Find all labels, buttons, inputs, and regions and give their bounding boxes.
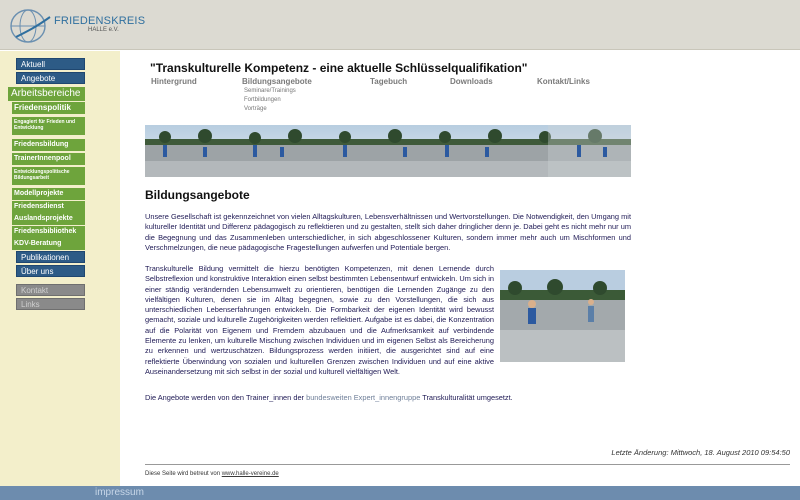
nav-section-arbeitsbereiche[interactable]: Arbeitsbereiche [8, 87, 85, 101]
subitem-fortbildungen[interactable]: Fortbildungen [244, 97, 281, 103]
nav-item-kontakt[interactable]: Kontakt [16, 284, 85, 296]
nav-item-links[interactable]: Links [16, 298, 85, 310]
nav-item-trainerinnenpool[interactable]: TrainerInnenpool [12, 153, 85, 165]
globe-dove-icon [6, 7, 52, 45]
tab-bildungsangebote[interactable]: Bildungsangebote [242, 77, 312, 86]
tab-downloads[interactable]: Downloads [450, 77, 493, 86]
nav-item-aktuell[interactable]: Aktuell [16, 58, 85, 70]
nav-item-friedensbildung[interactable]: Friedensbildung [12, 139, 85, 151]
closing-text-a: Die Angebote werden von den Trainer_innen der [145, 393, 307, 402]
nav-item-ueber-uns[interactable]: Über uns [16, 265, 85, 277]
page-title: "Transkulturelle Kompetenz - eine aktuelle Schlüsselqualifikation" [150, 61, 528, 75]
friedenskreis-logo[interactable] [6, 7, 146, 47]
tab-kontakt-links[interactable]: Kontakt/Links [537, 77, 590, 86]
closing-text-b: Transkulturalität umgesetzt. [420, 393, 513, 402]
logo-name: FRIEDENSKREIS [54, 15, 146, 27]
intro-paragraph: Unsere Gesellschaft ist gekennzeichnet von vielen Alltagskulturen, Lebensverhältnissen und Wertvorstellungen. Die Notwendigkeit, den Umgang mit kultureller Identität und Differenz pädagogisch zu reflektieren und zu gestalten, stellt sich daher dringlicher denn je. Dabei geht es nicht mehr nur um die Begegnung und das Zusammenleben unterschiedlicher, in sich abgeschlossener Kulturen, sondern immer mehr auch um Mischformen und Verschmelzungen, die neue pädagogische Fragestellungen aufwerfen und Potentiale bergen. [145, 212, 631, 252]
tab-hintergrund[interactable]: Hintergrund [151, 77, 197, 86]
expert-group-link[interactable]: bundesweiten Expert_innengruppe [306, 393, 421, 402]
nav-item-kdv-beratung[interactable]: KDV-Beratung [12, 238, 85, 250]
tab-tagebuch[interactable]: Tagebuch [370, 77, 408, 86]
maintained-by-text: Diese Seite wird betreut von [145, 471, 222, 477]
footer-note [145, 471, 279, 477]
nav-item-angebote[interactable]: Angebote [16, 72, 85, 84]
last-modified: Letzte Änderung: Mittwoch, 18. August 2010 09:54:50 [611, 448, 790, 457]
nav-item-publikationen[interactable]: Publikationen [16, 251, 85, 263]
banner-image [145, 125, 631, 177]
content-photo [500, 270, 625, 362]
nav-item-friedensdienst[interactable]: Friedensdienst [12, 201, 85, 213]
nav-item-friedenspolitik[interactable]: Friedenspolitik [12, 102, 85, 114]
bottom-bar [0, 486, 800, 500]
footer-divider [145, 464, 790, 465]
header-bar [0, 0, 800, 50]
section-heading: Bildungsangebote [145, 188, 250, 202]
nav-item-modellprojekte[interactable]: Modellprojekte [12, 188, 85, 200]
closing-paragraph [145, 393, 631, 403]
maintainer-link[interactable]: www.halle-vereine.de [221, 471, 279, 477]
subitem-vortraege[interactable]: Vorträge [244, 106, 267, 112]
body-paragraph: Transkulturelle Bildung vermittelt die hierzu benötigten Kompetenzen, mit denen Lernende durch Selbstreflexion und konstruktive Interaktion einen selbst bestimmten Lebensentwurf entwickeln. Um sich in einer ständig verändernden Lebensumwelt zu orientieren, benötigen die Lernenden Zugänge zu den vielfältigen Kulturen, denen sie im Alltag begegnen, sowie zu den Vorstellungen, die sich aus unterschiedlichen Lebenserfahrungen entwickeln. Die Formbarkeit der eigenen Identität wird bewusst gemacht, soziale und kulturelle Zugehörigkeiten werden reflektiert. Aufgabe ist es dabei, die Konzentration auf die Polarität von Eigenem und Fremdem abzubauen und die Aufmerksamkeit auf verbindende Elemente zu lenken, um kulturelle Mischung zwischen Individuen und im eigenen Selbst als Bereicherung zu erkennen und wertzuschätzen. Bildungsprozess werden initiiert, die ausgerichtet sind auf eine reflektierte Überwindung von sozialen und kulturellen Grenzen zwischen Individuen und auf eine aktive Auseinandersetzung mit sich selbst in der sozial und kulturell vielfältigen Welt. [145, 264, 494, 376]
subitem-seminare[interactable]: Seminare/Trainings [244, 88, 296, 94]
nav-item-auslandsprojekte[interactable]: Auslandsprojekte [12, 213, 85, 225]
nav-item-friedensbibliothek[interactable]: Friedensbibliothek [12, 226, 85, 238]
logo-subtitle: HALLE e.V. [88, 27, 119, 33]
nav-item-entwicklungspolitische[interactable]: Entwicklungspolitische Bildungsarbeit [12, 167, 85, 185]
nav-item-engagiert[interactable]: Engagiert für Frieden und Entwicklung [12, 117, 85, 135]
impressum-link[interactable]: impressum [95, 487, 144, 498]
